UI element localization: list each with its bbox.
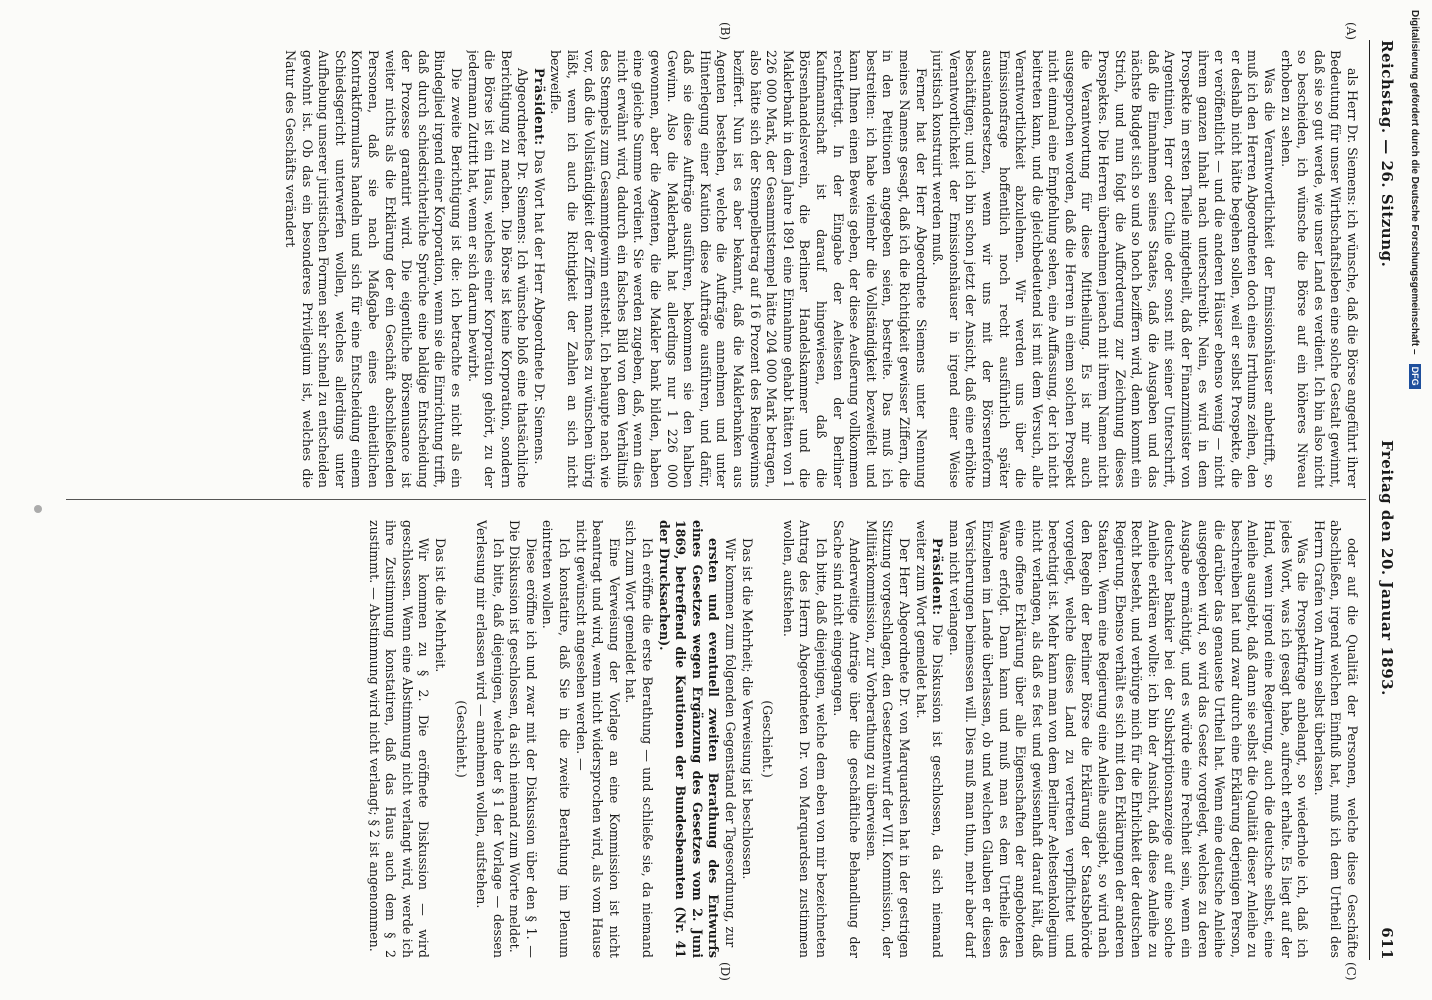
paragraph bbox=[779, 520, 829, 958]
paragraph-text: Ich bitte, daß diejenigen, welche der § 1 der Vorlage — dessen Verlesung mir erlassen wird — annehmen wollen, aufstehen. bbox=[474, 520, 506, 958]
paragraph bbox=[539, 520, 572, 958]
digitization-credit: Digitalisierung gefördert durch die Deutsche Forschungsgemeinschaft – bbox=[1409, 10, 1420, 355]
header-session: Reichstag. — 26. Sitzung. bbox=[1378, 40, 1396, 268]
paragraph bbox=[862, 520, 912, 958]
column-divider bbox=[66, 499, 1366, 500]
paragraph-text: Eine Verweisung der Vorlage an eine Kommission ist nicht beantragt und wird, wenn nicht widersprochen wird, als vom Hause nicht gewünscht angesehen werden. — bbox=[573, 520, 622, 958]
paragraph-text: Was die Prospektfrage anbelangt, so wiederhole ich, daß ich jedes Wort, was ich gesagt habe, aufrecht erhalte. Es liegt auf der Hand, wenn irgend eine Regierung, auch die deutsche selbst, eine Anleihe ausgiebt, daß dann sie selbst die Qualität dieser Anleihe zu beschreiben hat und zwar durch eine Erklärung derjenigen Person, die darüber das genaueste Urtheil hat. Wenn eine deutsche Anleihe ausgegeben wird, so wird das Gesetz vorgelegt, welches zu deren Ausgabe ermächtigt, und es würde eine Frechheit sein, wenn ein deutscher Bankier bei der Subskriptionsanzeige auf eine solche Anleihe erklären wollte: ich bin der Ansicht, daß diese Anleihe zu Recht besteht, und verbürge mich für die Ehrlichkeit der deutschen Regierung. Ebenso verhält es sich mit den Erklärungen der anderen Staaten. Wenn eine Regierung eine Anleihe ausgiebt, so wird nach den Regeln der Berliner Börse die Erklärung der Staatsbehörde vorgelegt, welche dieses Land zu vertreten verpflichtet und berechtigt ist. Mehr kann man von dem Berliner Aeltestenkollegium nicht verlangen, als daß es fest und gewissenhaft darauf hält, daß eine offene Erklärung über alle Eigenschaften der angebotenen Waare erfolgt. Dann kann und muß man es dem Urtheile des Einzelnen im Lande überlassen, ob und welchen Glauben er diesen Versicherungen beimessen will. Dies muß man thun, mehr aber darf man nicht verlangen. bbox=[946, 520, 1311, 958]
paragraph bbox=[1277, 50, 1360, 488]
paragraph-text: Die zweite Berichtigung ist die: ich betrachte es nicht als ein Bindeglied irgend einer Korporation, wenn sie die Einrichtung trifft, daß durch schiedsrichterliche Sprüche eine baldige Entscheidung der Prozesse garantirt wird. Die eigentliche Börsenusance ist weiter nichts als die Erklärung der ein Geschäft abschließenden Personen, daß sie nach Maßgabe eines einheitlichen Kontraktformulars handeln und sich für eine Entscheidung einem Schiedsgericht unterwerfen wollen, welches allerdings unter Aufhebung unserer juristischen Formen sehr schnell zu entscheiden gewohnt ist. Ob das ein besonderes Privilegium ist, welches die Natur des Geschäfts verändert bbox=[283, 50, 464, 488]
paragraph bbox=[929, 50, 1277, 488]
right-text-column bbox=[70, 520, 1360, 958]
paragraph-text: ersten und eventuell zweiten Berathung des Entwurfs eines Gesetzes wegen Ergänzung des Gesetzes vom 2. Juni 1869, betreffend die Kautionen der Bundesbeamten (Nr. 41 der Drucksachen). bbox=[656, 520, 722, 958]
paragraph-text: Ich konstatire, daß Sie in die zweite Berathung im Plenum eintreten wollen. bbox=[540, 520, 573, 958]
paragraph bbox=[506, 520, 539, 958]
paragraph bbox=[1310, 520, 1360, 958]
paragraph bbox=[473, 520, 506, 958]
paragraph bbox=[759, 520, 776, 958]
paragraph-text: Abgeordneter Dr. Siemens: Ich wünsche bloß eine thatsächliche Berichtigung zu machen. Die Börse ist keine Korporation, sondern die Börse ist ein Haus, welches einer Korporation gehört, zu der jedermann Zutritt hat, wenn er sich darum bewirbt. bbox=[465, 50, 531, 488]
page-header bbox=[1372, 40, 1396, 960]
speaker-label: Präsident: bbox=[930, 538, 946, 616]
paragraph-text: Was die Verantwortlichkeit der Emissionshäuser anbetrifft, so muß ich den Herren Abgeordneten doch eines Irrthums zeihen, den er deshalb nicht hätte begehen sollen, weil er selbst Prospekte, die er veröffentlicht — und die anderen Häuser ebenso wenig — nicht ihrem ganzen Inhalt nach unterschreibt. Nein, es wird in dem Prospekte im ersten Theile mitgetheilt, daß der Finanzminister von Argentinien, Herr oder Chile oder sonst mit seiner Unterschrift, daß die Einnahmen seines Staates, daß die Ausgaben und das nächste Budget sich so und so hoch beziffern wird, denn kommt ein Strich, und nun folgt die Aufforderung zur Zeichnung dieses Prospektes. Die Herren übernehmen jenach mit ihrem Namen nicht die Verantwortung für diese Mittheilung. Es ist mir auch ausgesprochen worden, daß die Herren in einem solchen Prospekt nicht einmal eine Empfehlung sehen, eine Auffassung, der ich nicht beitreten kann, und die gleichbedeutend ist mit dem Versuch, alle Verantwortlichkeit abzulehnen. Wir werden uns über die Emissionsfrage hoffentlich noch recht ausführlich später auseinandersetzen, wenn wir uns mit der Börsenreform beschäftigen; und ich bin schon jetzt der Ansicht, daß eine erhöhte Verantwortlichkeit der Emissionshäuser in irgend einer Weise juristisch konstruirt werden muß. bbox=[930, 50, 1278, 488]
speaker-label: Präsident: bbox=[531, 68, 547, 146]
digitization-footer bbox=[1409, 10, 1427, 990]
paragraph bbox=[431, 520, 448, 958]
paragraph-text: Wir kommen zum folgenden Gegenstand der Tagesordnung, zur bbox=[723, 538, 739, 948]
paragraph bbox=[530, 50, 547, 488]
paragraph bbox=[281, 50, 464, 488]
header-date: Freitag den 20. Januar 1893. bbox=[1378, 440, 1396, 696]
left-text-column bbox=[70, 50, 1360, 488]
paragraph bbox=[829, 520, 862, 958]
paragraph bbox=[572, 520, 622, 958]
paragraph-text: Anderweitige Anträge über die geschäftliche Behandlung der Sache sind nicht eingegangen. bbox=[830, 520, 863, 958]
paragraph-text: Wir kommen zu § 2. Die eröffnete Diskussion — wird geschlossen. Wenn eine Abstimmung nicht verlangt wird, werde ich ihre Zustimmung konstatiren, daß das Haus auch dem § 2 zustimmt. — Abstimmung wird nicht verlangt; § 2 ist angenommen. bbox=[366, 520, 432, 958]
paragraph-text: Diese eröffne ich und zwar mit der Diskussion über den § 1. — Die Diskussion ist geschlossen, da sich niemand zum Worte meldet. bbox=[507, 520, 539, 958]
paragraph-text: Die Diskussion ist geschlossen, da sich niemand weiter zum Wort gemeldet hat. bbox=[913, 520, 946, 958]
paragraph bbox=[622, 520, 655, 958]
paragraph-text: Der Herr Abgeordnete Dr. von Marquardsen hat in der gestrigen Sitzung vorgeschlagen, den Gesetzentwurf der VII. Kommission, der Militärkommission, zur Vorberathung zu überweisen. bbox=[863, 520, 912, 958]
paragraph bbox=[452, 520, 469, 958]
paragraph-text: Das ist die Mehrheit. bbox=[432, 538, 448, 673]
paragraph bbox=[655, 520, 721, 958]
paragraph-text: Ich bitte, daß diejenigen, welche dem eben von mir bezeichneten Antrag des Herrn Abgeordneten Dr. von Marquardsen zustimmen wollen, aufstehen. bbox=[780, 520, 829, 958]
paragraph-text: oder auf die Qualität der Personen, welche diese Geschäfte abschließen, irgend welchen Einfluß hat, muß ich dem Urtheil des Herrn Grafen von Arnim selbst überlassen. bbox=[1311, 520, 1360, 958]
dfg-logo: DFG bbox=[1409, 364, 1421, 389]
paragraph bbox=[912, 520, 945, 958]
paragraph-text: Das ist die Mehrheit; die Verweisung ist beschlossen. bbox=[739, 538, 755, 880]
paragraph-text: Ferner hat der Herr Abgeordnete Siemens unter Nennung meines Namens gesagt, daß ich die Richtigkeit gewisser Ziffern, die in den Petitionen angegeben seien, bestreite. Das muß ich bestreiten: ich habe vielmehr die Vollständigkeit bezweifelt und kann Ihnen einen Beweis geben, der diese Aeußerung vollkommen rechtfertigt. In der Eingabe der Aeltesten der Berliner Kaufmannschaft ist darauf hingewiesen, daß die Börsenhandelsverein, die Berliner Handelskammer und die Maklerbank in dem Jahre 1891 eine Einnahme gehabt hätten von 1 226 000 Mark, der Gesammtstempel hätte 204 000 Mark betragen, also hätte sich der Stempelbetrag auf 16 Prozent des Reingewinns beziffert. Nun ist es aber bekannt, daß die Maklerbanken aus Agenten bestehen, welche die Aufträge annehmen und unter Hinterlegung einer Kaution diese Aufträge ausführen, und dafür, daß sie diese Aufträge ausführen, bekommen sie den halben Gewinn. Also die Maklerbank hat allerdings nur 1 226 000 gewonnen, aber die Agenten, die die Makler bank bilden, haben eine gleiche Summe verdient. Sie werden zugeben, daß, wenn dies nicht erwähnt wird, dadurch ein falsches Bild von dem Verhältniß des Stempels zum Gesammtgewinn entsteht. Ich behaupte nach wie vor, daß die Vollständigkeit der Ziffern manches zu wünschen übrig läßt, wenn ich auch die Richtigkeit der Zahlen an sich nicht bezweifle. bbox=[548, 50, 929, 488]
margin-marker-c: (C) bbox=[1344, 962, 1358, 981]
paragraph bbox=[721, 520, 738, 958]
page-number: 611 bbox=[1378, 927, 1396, 960]
margin-marker-b: (B) bbox=[718, 22, 732, 41]
paragraph-text: (Geschieht.) bbox=[453, 700, 469, 778]
scan-smudge bbox=[34, 505, 42, 513]
paragraph-text: Das Wort hat der Herr Abgeordnete Dr. Siemens. bbox=[531, 149, 547, 465]
paragraph bbox=[464, 50, 530, 488]
margin-marker-a: (A) bbox=[1344, 22, 1358, 41]
paragraph bbox=[945, 520, 1310, 958]
paragraph-text: (Geschieht.) bbox=[760, 700, 776, 778]
paragraph bbox=[547, 50, 929, 488]
paragraph bbox=[738, 520, 755, 958]
paragraph bbox=[365, 520, 431, 958]
margin-marker-d: (D) bbox=[718, 962, 732, 981]
paragraph-text: Ich eröffne die erste Berathung — und schließe sie, da niemand sich zum Wort gemeldet hat. bbox=[623, 520, 656, 958]
header-rule bbox=[1369, 40, 1370, 960]
paragraph-text: als Herr Dr. Siemens: ich wünsche, daß die Börse angeführt ihrer Bedeutung für unser Wirthschaftsleben eine solche Gestalt gewinnt, daß sie so gut werde, wie unser Land es verdient. Ich bin also nicht so bescheiden, ich wünsche die Börse auf ein höheres Niveau erhoben zu sehen. bbox=[1278, 50, 1360, 488]
